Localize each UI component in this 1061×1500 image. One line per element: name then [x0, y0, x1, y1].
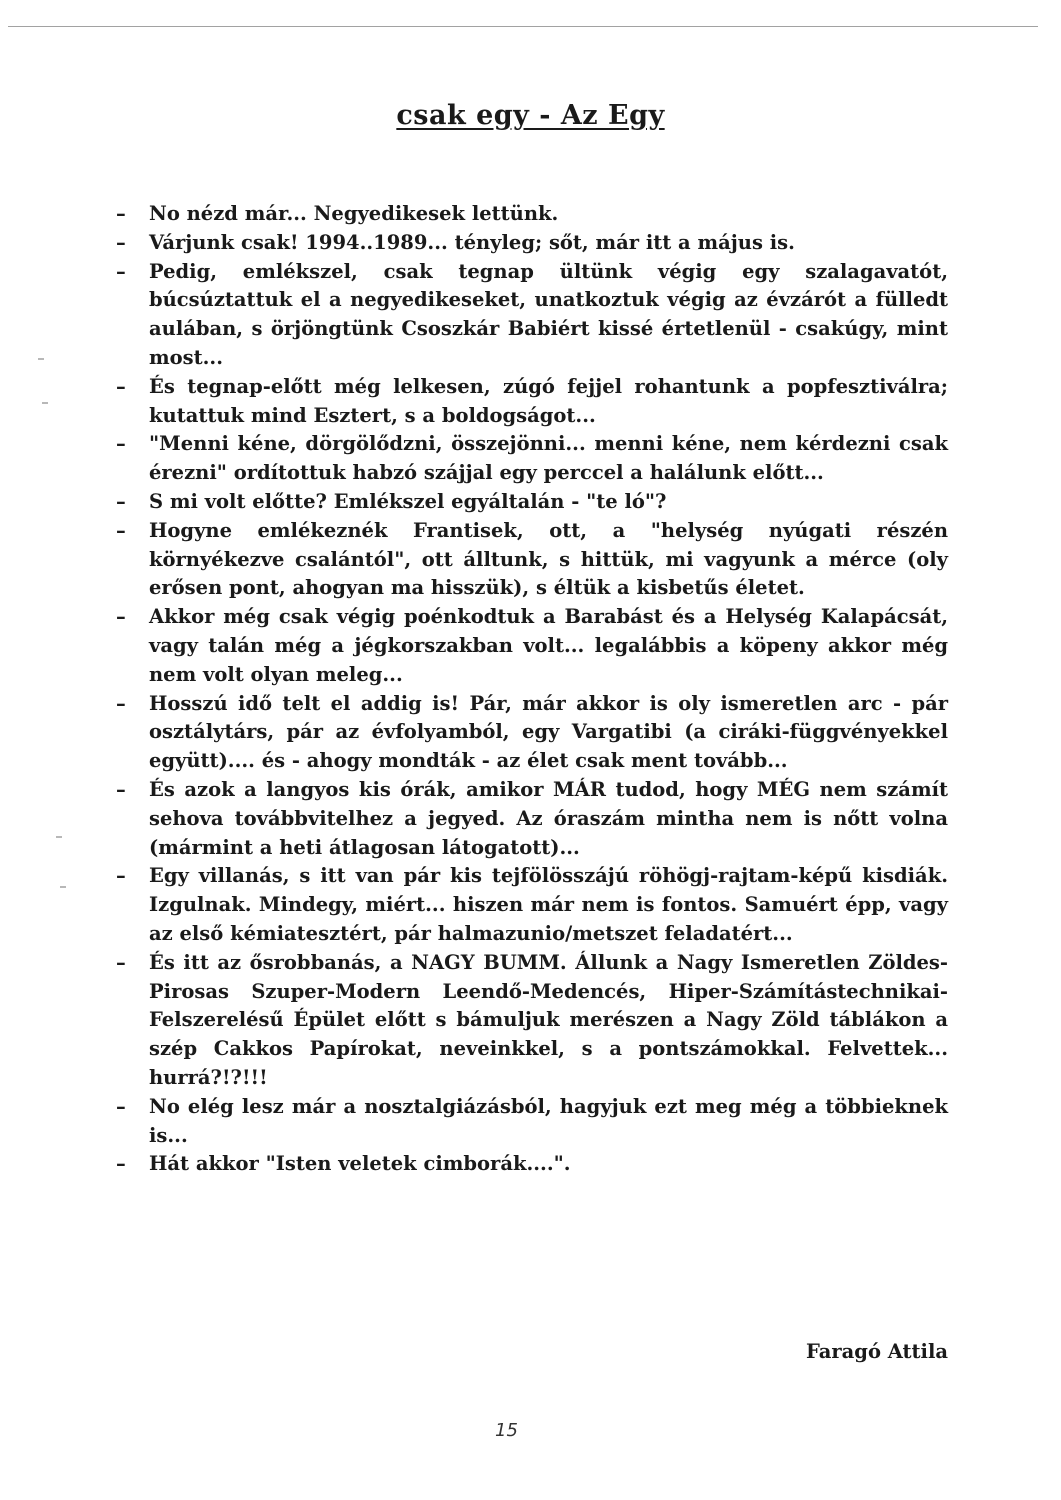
dialogue-item	[116, 430, 948, 488]
dash-mark: –	[116, 1152, 126, 1176]
dash-mark: –	[116, 605, 126, 629]
dialogue-list	[116, 200, 948, 1179]
paragraph-text: És itt az ősrobbanás, a NAGY BUMM. Állunk a Nagy Ismeretlen Zöldes-Pirosas Szuper-Modern Leendő-Medencés, Hiper-Számítástechnikai-Felszerelésű Épület előtt s bámuljuk merészen a Nagy Zöld táblákon a szép Cakkos Papírokat, neveinkkel, s a pontszámokkal. Felvettek... hurrá?!?!!!	[149, 950, 948, 1089]
paragraph-text: Várjunk csak! 1994..1989... tényleg; sőt, már itt a május is.	[149, 230, 795, 254]
paragraph-text: Egy villanás, s itt van pár kis tejfölösszájú röhögj-rajtam-képű kisdiák. Izgulnak. Mindegy, miért... hiszen már nem is fontos. Samuért épp, vagy az első kémiatesztért, pár halmazunio/metszet feladatért...	[149, 864, 948, 945]
dialogue-item	[116, 258, 948, 373]
dialogue-item	[116, 1150, 948, 1179]
paragraph-text: És azok a langyos kis órák, amikor MÁR tudod, hogy MÉG nem számít sehova továbbvitelhez a jegyed. Az óraszám mintha nem is nőtt volna (mármint a heti átlagosan látogatott)...	[149, 777, 948, 859]
paragraph-text: S mi volt előtte? Emlékszel egyáltalán - "te ló"?	[149, 489, 667, 513]
margin-mark	[56, 836, 62, 838]
dash-mark: –	[116, 259, 126, 283]
dash-mark: –	[116, 691, 126, 715]
dash-mark: –	[116, 230, 126, 254]
dialogue-item	[116, 488, 948, 517]
dash-mark: –	[116, 1094, 126, 1118]
dash-mark: –	[116, 432, 126, 456]
dash-mark: –	[116, 518, 126, 542]
paragraph-text: Hogyne emlékeznék Frantisek, ott, a "helység nyúgati részén környékezve csalántól", ott álltunk, s hittük, mi vagyunk a mérce (oly erősen pont, ahogyan ma hisszük), s éltük a kisbetűs életet.	[149, 518, 948, 600]
dialogue-item	[116, 200, 948, 229]
paragraph-text: Hát akkor "Isten veletek cimborák....".	[149, 1152, 571, 1176]
paragraph-text: No nézd már... Negyedikesek lettünk.	[149, 202, 559, 225]
paragraph-text: És tegnap-előtt még lelkesen, zúgó fejjel rohantunk a popfesztiválra; kutattuk mind Esztert, s a boldogságot...	[149, 374, 948, 427]
margin-mark	[60, 886, 66, 888]
margin-mark	[42, 402, 48, 404]
top-scan-rule	[8, 26, 1038, 27]
dialogue-item	[116, 862, 948, 948]
dialogue-item	[116, 517, 948, 603]
dialogue-item	[116, 690, 948, 776]
dash-mark: –	[116, 202, 126, 225]
dialogue-item	[116, 949, 948, 1093]
page-title: csak egy - Az Egy	[396, 100, 665, 131]
dialogue-item	[116, 373, 948, 431]
dash-mark: –	[116, 864, 126, 888]
dash-mark: –	[116, 489, 126, 513]
paragraph-text: Pedig, emlékszel, csak tegnap ültünk végig egy szalagavatót, búcsúztattuk el a negyedikeseket, unatkoztuk végig az évzárót a fülledt aulában, s örjöngtünk Csoszkár Babiért kissé értetlenül - csakúgy, mint most...	[149, 259, 948, 369]
author-signature: Faragó Attila	[805, 1340, 948, 1363]
paragraph-text: Hosszú idő telt el addig is! Pár, már akkor is oly ismeretlen arc - pár osztálytárs, pár az évfolyamból, egy Vargatibi (a ciráki-függvényekkel együtt).... és - ahogy mondták - az élet csak ment tovább...	[149, 691, 948, 773]
dash-mark: –	[116, 374, 126, 398]
dialogue-item	[116, 603, 948, 689]
dialogue-item	[116, 1093, 948, 1151]
dialogue-item	[116, 776, 948, 862]
paragraph-text: Akkor még csak végig poénkodtuk a Barabást és a Helység Kalapácsát, vagy talán még a jégkorszakban volt... legalábbis a köpeny akkor még nem volt olyan meleg...	[149, 605, 948, 686]
dash-mark: –	[116, 950, 126, 974]
paragraph-text: No elég lesz már a nosztalgiázásból, hagyjuk ezt meg még a többieknek is...	[149, 1094, 948, 1147]
dialogue-item	[116, 229, 948, 258]
page-number: 15	[495, 1420, 518, 1441]
paragraph-text: "Menni kéne, dörgölődzni, összejönni... menni kéne, nem kérdezni csak érezni" ordítottuk habzó szájjal egy perccel a halálunk előtt...	[149, 432, 948, 485]
margin-mark	[38, 358, 44, 360]
dash-mark: –	[116, 777, 126, 801]
